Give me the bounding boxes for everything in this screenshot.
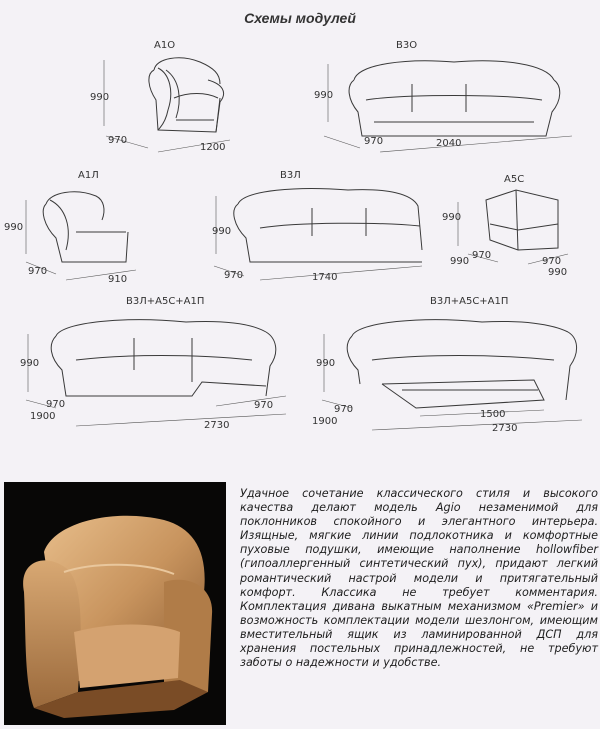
width-label: 1740 — [312, 272, 338, 283]
depth-label: 970 — [224, 270, 244, 281]
depth-label: 970 — [28, 266, 48, 277]
depth-total-label: 1900 — [30, 411, 56, 422]
height-label: 990 — [90, 92, 110, 103]
module-name: B3O — [396, 40, 418, 51]
height-label: 990 — [212, 226, 232, 237]
module-a1l — [4, 170, 166, 290]
depth-label: 970 — [364, 136, 384, 147]
depth-label: 970 — [46, 399, 66, 410]
module-name: A5C — [504, 174, 525, 185]
width-label: 910 — [108, 274, 128, 285]
module-corner-set — [16, 296, 306, 446]
module-corner-set-bed — [312, 296, 594, 446]
module-name: A1Л — [78, 170, 99, 181]
depth-left-label: 990 — [450, 256, 470, 267]
module-a5c — [438, 170, 598, 290]
module-name: B3Л+A5C+A1П — [126, 296, 205, 307]
page-title: Схемы модулей — [244, 10, 356, 26]
depth-right-label: 970 — [254, 400, 274, 411]
module-name: B3Л — [280, 170, 301, 181]
height-label: 990 — [20, 358, 40, 369]
depth-label: 970 — [108, 135, 128, 146]
depth-total-label: 1900 — [312, 416, 338, 427]
module-name: B3Л+A5C+A1П — [430, 296, 509, 307]
module-b3l — [208, 170, 448, 290]
width-label: 1200 — [200, 142, 226, 153]
height-label: 990 — [442, 212, 462, 223]
armchair-photo — [4, 482, 226, 725]
depth-a-label: 970 — [472, 250, 492, 261]
bed-width-label: 1500 — [480, 409, 506, 420]
leather-armchair-image — [4, 482, 226, 725]
width-label: 2730 — [204, 420, 230, 431]
width-label: 990 — [548, 267, 568, 278]
corner-drawing — [438, 170, 598, 290]
height-label: 990 — [4, 222, 24, 233]
corner-set-drawing — [16, 296, 306, 446]
depth-label: 970 — [334, 404, 354, 415]
height-label: 990 — [316, 358, 336, 369]
module-a1o — [90, 40, 256, 160]
width-label: 2040 — [436, 138, 462, 149]
module-name: A1O — [154, 40, 176, 51]
product-description: Удачное сочетание классического стиля и высокого качества делают модель Agio незаменимой для поклонников спокойного и элегантного интерьера. Изящные, мягкие линии подлокотника и комфортные пуховые подушки, имеющие наполнение hollowfiber (гипоаллергенный синтетический пух), придают легкий романтический настрой модели и притягательный комфорт. Классика не требует комментария. Комплектация дивана выкатным механизмом «Premier» и возможность комплектации модели шезлонгом, имеющим вместительный ящик из ламинированной ДСП для хранения постельных принадлежностей, не требуют заботы о надежности и удобстве. — [240, 487, 598, 670]
corner-set-bed-drawing — [312, 296, 594, 446]
module-b3o — [314, 40, 584, 160]
depth-b-label: 970 — [542, 256, 562, 267]
width-label: 2730 — [492, 423, 518, 434]
height-label: 990 — [314, 90, 334, 101]
